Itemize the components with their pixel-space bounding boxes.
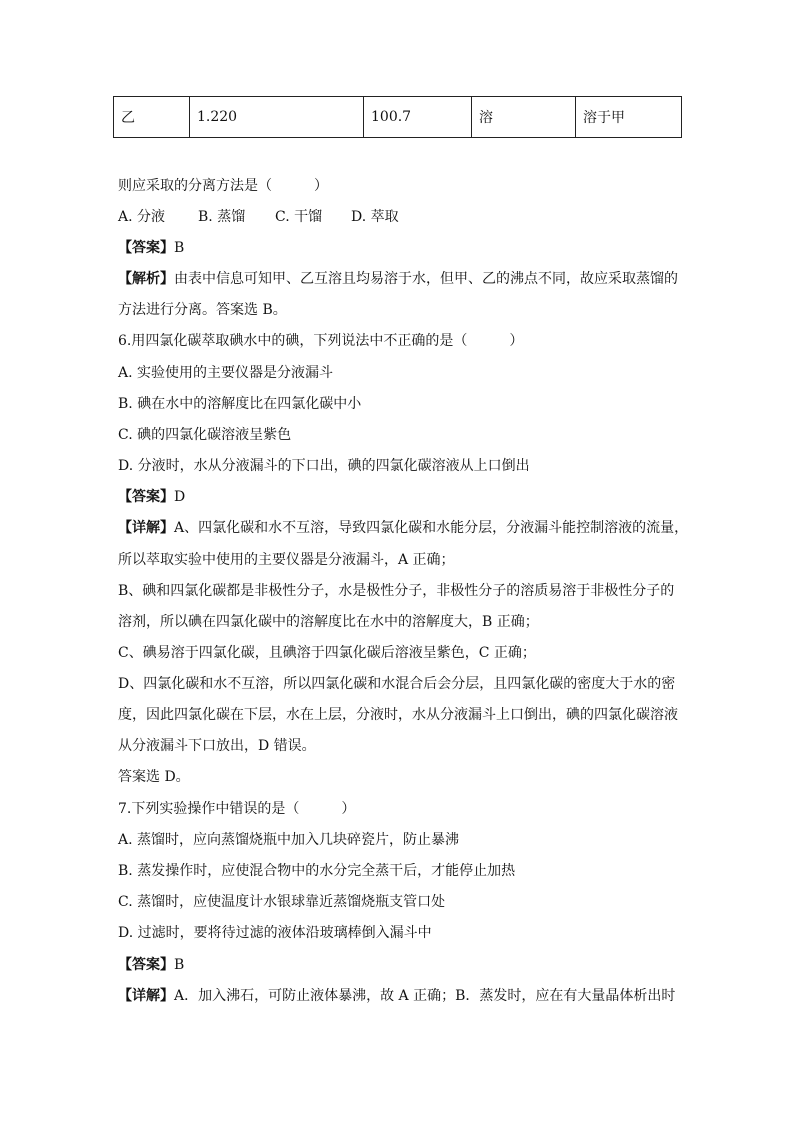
q7-stem: 7.下列实验操作中错误的是（ ） bbox=[118, 801, 356, 817]
q5-stem: 则应采取的分离方法是（ ） bbox=[118, 178, 328, 194]
detail-text: A、四氯化碳和水不互溶，导致四氯化碳和水能分层，分液漏斗能控制溶液的流量， bbox=[174, 520, 689, 536]
q6-stem: 6.用四氯化碳萃取碘水中的碘，下列说法中不正确的是（ ） bbox=[118, 333, 524, 349]
analysis-label: 【解析】 bbox=[118, 271, 174, 287]
answer-value: B bbox=[174, 957, 185, 973]
q6-detail-line-6: D、四氯化碳和水不互溶，所以四氯化碳和水混合后会分层，且四氯化碳的密度大于水的密 bbox=[118, 676, 676, 692]
q6-conclusion: 答案选 D。 bbox=[118, 769, 190, 785]
q5-answer bbox=[118, 238, 184, 258]
q5-analysis-line-2: 方法进行分离。答案选 B。 bbox=[118, 302, 287, 318]
q7-option-c: C. 蒸馏时，应使温度计水银球靠近蒸馏烧瓶支管口处 bbox=[118, 894, 446, 910]
q7-option-a: A. 蒸馏时，应向蒸馏烧瓶中加入几块碎瓷片，防止暴沸 bbox=[118, 832, 460, 848]
q6-detail-line-2: 所以萃取实验中使用的主要仪器是分液漏斗，A 正确； bbox=[118, 552, 455, 568]
detail-label: 【详解】 bbox=[118, 520, 174, 536]
q5-option-a: A. 分液 bbox=[118, 209, 166, 225]
q6-detail-line-5: C、碘易溶于四氯化碳，且碘溶于四氯化碳后溶液呈紫色，C 正确； bbox=[118, 645, 536, 661]
q6-detail-line-3: B、碘和四氯化碳都是非极性分子，水是极性分子，非极性分子的溶质易溶于非极性分子的 bbox=[118, 583, 675, 599]
detail-text: A．加入沸石，可防止液体暴沸，故 A 正确；B．蒸发时，应在有大量晶体析出时 bbox=[174, 988, 676, 1004]
q7-detail-line-1 bbox=[118, 986, 675, 1006]
answer-value: B bbox=[174, 240, 185, 256]
q5-options bbox=[118, 207, 399, 227]
table-cell-water-solubility: 溶 bbox=[472, 97, 576, 138]
q6-detail-line-7: 度，因此四氯化碳在下层，水在上层，分液时，水从分液漏斗上口倒出，碘的四氯化碳溶液 bbox=[118, 707, 678, 723]
detail-label: 【详解】 bbox=[118, 988, 174, 1004]
table-cell-boiling-point: 100.7 bbox=[364, 97, 472, 138]
q7-answer bbox=[118, 955, 184, 975]
property-table bbox=[113, 96, 682, 138]
analysis-text: 由表中信息可知甲、乙互溶且均易溶于水，但甲、乙的沸点不同，故应采取蒸馏的 bbox=[174, 271, 678, 287]
q7-option-b: B. 蒸发操作时，应使混合物中的水分完全蒸干后，才能停止加热 bbox=[118, 863, 516, 879]
table-cell-substance: 乙 bbox=[114, 97, 190, 138]
q6-option-c: C. 碘的四氯化碳溶液呈紫色 bbox=[118, 427, 292, 443]
answer-label: 【答案】 bbox=[118, 240, 174, 256]
table-row bbox=[114, 97, 682, 138]
q5-option-c: C. 干馏 bbox=[275, 209, 323, 225]
table-cell-other-solubility: 溶于甲 bbox=[576, 97, 682, 138]
q6-option-b: B. 碘在水中的溶解度比在四氯化碳中小 bbox=[118, 396, 362, 412]
q7-option-d: D. 过滤时，要将待过滤的液体沿玻璃棒倒入漏斗中 bbox=[118, 925, 432, 941]
q6-detail-line-4: 溶剂，所以碘在四氯化碳中的溶解度比在水中的溶解度大，B 正确； bbox=[118, 614, 539, 630]
q6-option-d: D. 分液时，水从分液漏斗的下口出，碘的四氯化碳溶液从上口倒出 bbox=[118, 458, 530, 474]
q6-detail-line-1 bbox=[118, 518, 688, 538]
answer-label: 【答案】 bbox=[118, 957, 174, 973]
q5-option-b: B. 蒸馏 bbox=[198, 209, 246, 225]
answer-label: 【答案】 bbox=[118, 489, 174, 505]
table-cell-density: 1.220 bbox=[190, 97, 364, 138]
q6-detail-line-8: 从分液漏斗下口放出，D 错误。 bbox=[118, 738, 316, 754]
answer-value: D bbox=[174, 489, 186, 505]
q5-analysis-line-1 bbox=[118, 269, 678, 289]
q6-option-a: A. 实验使用的主要仪器是分液漏斗 bbox=[118, 365, 334, 381]
q5-option-d: D. 萃取 bbox=[351, 209, 399, 225]
q6-answer bbox=[118, 487, 185, 507]
